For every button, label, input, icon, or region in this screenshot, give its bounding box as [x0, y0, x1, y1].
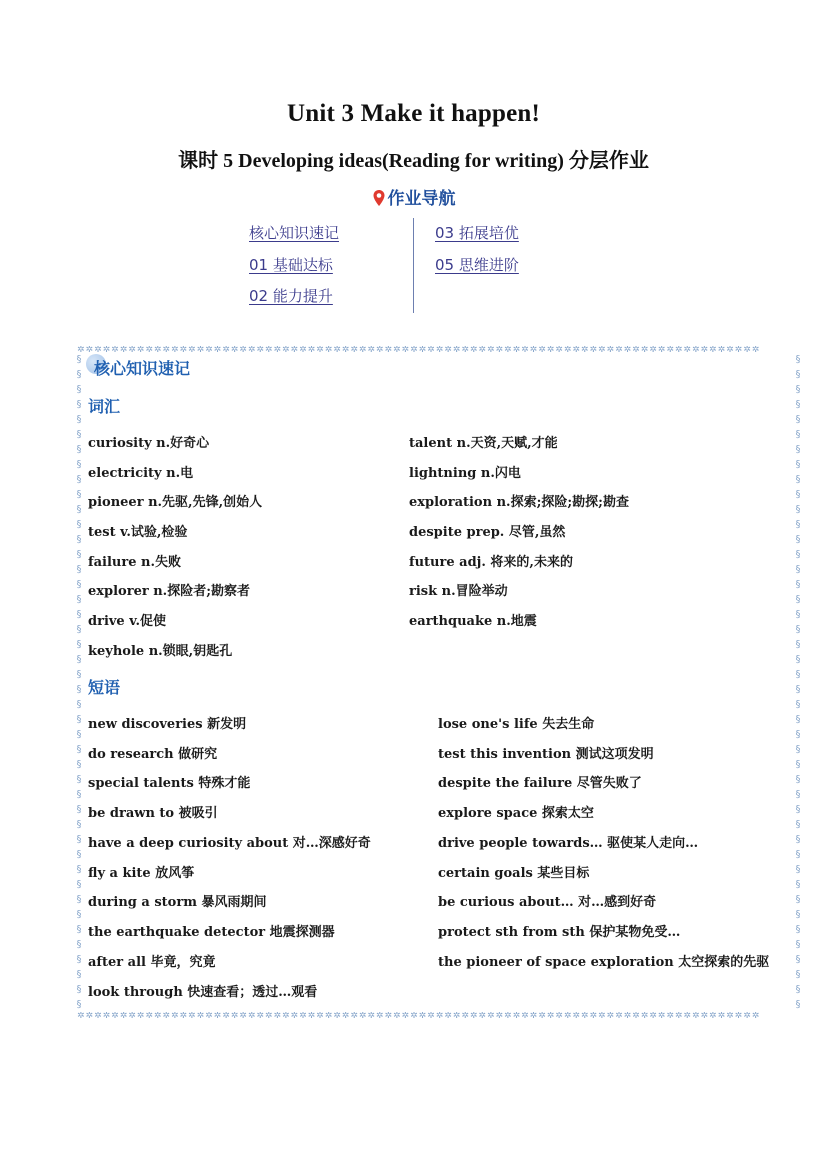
- phrase-item: certain goals 某些目标: [438, 866, 590, 881]
- vocab-item: failure n.失败: [88, 555, 181, 570]
- phrase-item: despite the failure 尽管失败了: [438, 776, 642, 791]
- phrase-item: protect sth from sth 保护某物免受…: [438, 925, 681, 940]
- phrase-item: lose one's life 失去生命: [438, 717, 595, 732]
- nav-heading-label: 作业导航: [387, 189, 456, 209]
- phrase-item: do research 做研究: [88, 747, 218, 762]
- vocab-item: pioneer n.先驱,先锋,创始人: [88, 495, 263, 510]
- phrase-item: drive people towards… 驱使某人走向…: [438, 836, 699, 851]
- vocab-item: talent n.天资,天赋,才能: [409, 436, 558, 451]
- vocab-item: future adj. 将来的,未来的: [409, 555, 573, 570]
- phrase-item: new discoveries 新发明: [88, 717, 247, 732]
- phrase-item: the earthquake detector 地震探测器: [88, 925, 335, 940]
- phrase-item: be drawn to 被吸引: [88, 806, 218, 821]
- nav-links: [0, 218, 827, 318]
- phrase-item: explore space 探索太空: [438, 806, 594, 821]
- nav-link-core-knowledge[interactable]: 核心知识速记: [249, 224, 340, 242]
- vocab-item: curiosity n.好奇心: [88, 436, 210, 451]
- nav-link-thinking[interactable]: 05 思维进阶: [435, 256, 519, 274]
- vocab-item: risk n.冒险举动: [409, 584, 508, 599]
- phrase-item: have a deep curiosity about 对…深感好奇: [88, 836, 371, 851]
- vocab-item: lightning n.闪电: [409, 466, 521, 481]
- vocab-item: earthquake n.地震: [409, 614, 537, 629]
- phrase-item: test this invention 测试这项发明: [438, 747, 654, 762]
- phrase-item: be curious about… 对…感到好奇: [438, 895, 657, 910]
- phrase-item: look through 快速查看；透过…观看: [88, 985, 318, 1000]
- nav-divider: [413, 218, 414, 313]
- vocab-item: keyhole n.锁眼,钥匙孔: [88, 644, 233, 659]
- section-heading-phrases: 短语: [88, 678, 121, 697]
- phrase-item: fly a kite 放风筝: [88, 866, 195, 881]
- nav-link-extension[interactable]: 03 拓展培优: [435, 224, 519, 242]
- section-heading-core: 核心知识速记: [88, 356, 190, 379]
- vocab-item: drive v.促使: [88, 614, 167, 629]
- vocab-item: electricity n.电: [88, 466, 194, 481]
- box-border-right: § § § § § § § § § § § § § § § § § § § § § § § § § § § § § § § § § § § § § § § § § § § §: [795, 354, 801, 1010]
- box-border-top: ✲✲✲✲✲✲✲✲✲✲✲✲✲✲✲✲✲✲✲✲✲✲✲✲✲✲✲✲✲✲✲✲✲✲✲✲✲✲✲✲✲✲✲✲✲✲✲✲✲✲✲✲✲✲✲✲✲✲✲✲✲✲✲✲✲✲✲✲✲✲✲✲✲✲✲✲✲✲✲✲: [77, 346, 761, 354]
- page-subtitle: 课时 5 Developing ideas(Reading for writing) 分层作业: [178, 150, 649, 172]
- location-pin-icon: [372, 189, 386, 212]
- page-title: Unit 3 Make it happen!: [286, 100, 541, 127]
- nav-heading: [0, 184, 827, 212]
- phrase-item: special talents 特殊才能: [88, 776, 251, 791]
- phrase-item: during a storm 暴风雨期间: [88, 895, 267, 910]
- section-heading-vocab: 词汇: [88, 397, 121, 416]
- vocab-item: exploration n.探索;探险;勘探;勘查: [409, 495, 629, 510]
- box-border-bottom: ✲✲✲✲✲✲✲✲✲✲✲✲✲✲✲✲✲✲✲✲✲✲✲✲✲✲✲✲✲✲✲✲✲✲✲✲✲✲✲✲✲✲✲✲✲✲✲✲✲✲✲✲✲✲✲✲✲✲✲✲✲✲✲✲✲✲✲✲✲✲✲✲✲✲✲✲✲✲✲✲: [77, 1012, 761, 1020]
- vocab-item: despite prep. 尽管,虽然: [409, 525, 566, 540]
- vocab-item: test v.试验,检验: [88, 525, 188, 540]
- nav-link-basic[interactable]: 01 基础达标: [249, 256, 333, 274]
- nav-link-ability[interactable]: 02 能力提升: [249, 287, 333, 305]
- box-border-left: § § § § § § § § § § § § § § § § § § § § § § § § § § § § § § § § § § § § § § § § § § § §: [76, 354, 82, 1010]
- vocab-item: explorer n.探险者;勘察者: [88, 584, 250, 599]
- phrase-item: the pioneer of space exploration 太空探索的先驱: [438, 955, 770, 970]
- phrase-item: after all 毕竟，究竟: [88, 955, 216, 970]
